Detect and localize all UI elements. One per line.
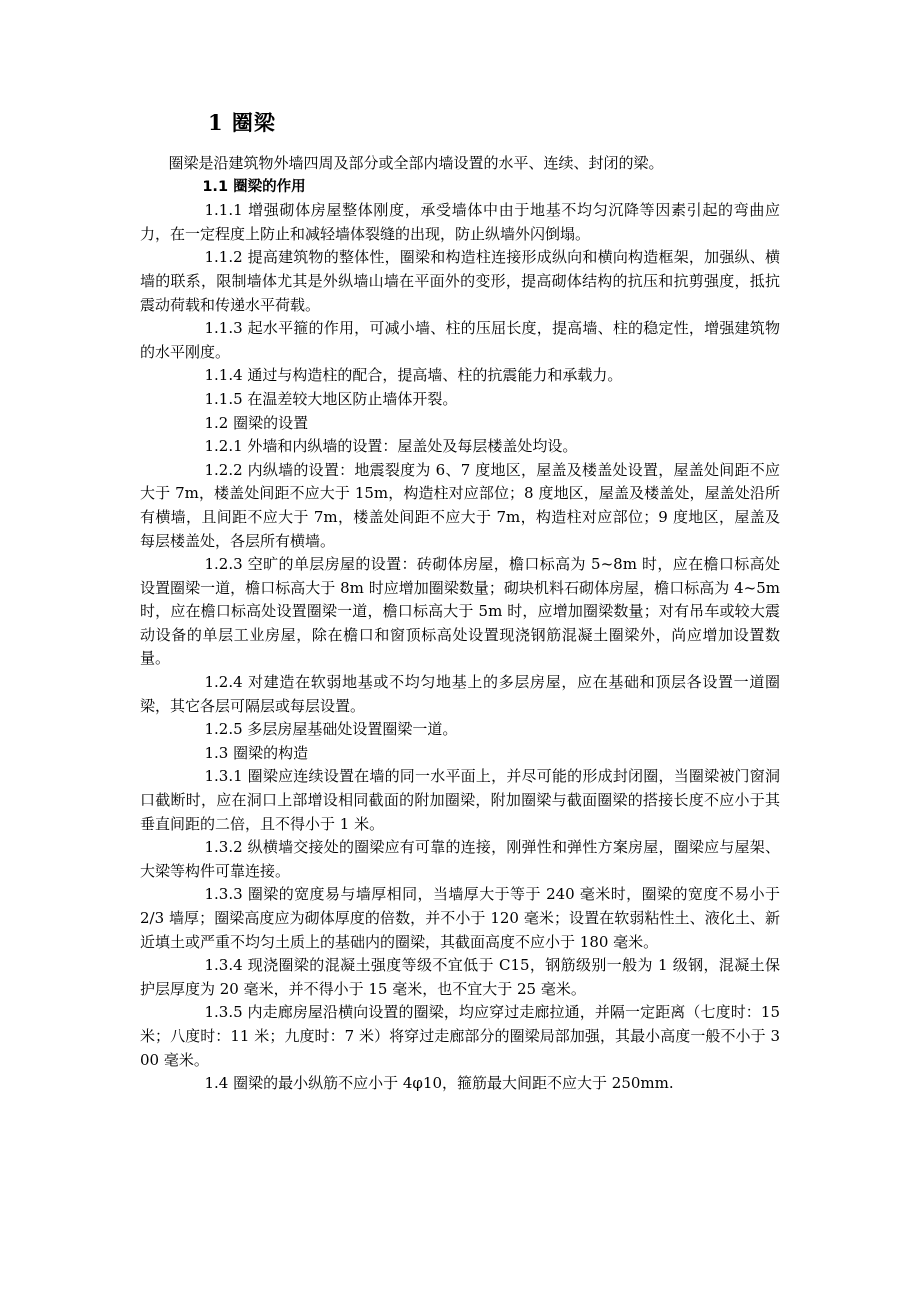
page-title: 1 圈梁 — [208, 110, 276, 135]
paragraph: 1.3.4 现浇圈梁的混凝土强度等级不宜低于 C15，钢筋级别一般为 1 级钢，混凝土保护层厚度为 20 毫米，并不得小于 15 毫米，也不宜大于 25 毫米。 — [140, 956, 780, 998]
paragraph: 1.1.3 起水平箍的作用，可减小墙、柱的压屈长度，提高墙、柱的稳定性，增强建筑物的水平刚度。 — [140, 319, 780, 361]
paragraph: 1.3.3 圈梁的宽度易与墙厚相同，当墙厚大于等于 240 毫米时，圈梁的宽度不易小于 2/3 墙厚；圈梁高度应为砌体厚度的倍数，并不小于 120 毫米；设置在软弱粘性土、液化土、新近填土或严重不均匀土质上的基础内的圈梁，其截面高度不应小于 180 毫米。 — [140, 885, 780, 951]
section-heading: 1.2 圈梁的设置 — [204, 413, 309, 432]
paragraph: 1.2.5 多层房屋基础处设置圈梁一道。 — [204, 720, 458, 739]
paragraph: 1.3.1 圈梁应连续设置在墙的同一水平面上，并尽可能的形成封闭圈，当圈梁被门窗洞口截断时，应在洞口上部增设相同截面的附加圈梁，附加圈梁与截面圈梁的搭接长度不应小于其垂直间距的二倍，且不得小于 1 米。 — [140, 767, 780, 833]
paragraph: 1.1.1 增强砌体房屋整体刚度，承受墙体中由于地基不均匀沉降等因素引起的弯曲应力，在一定程度上防止和减轻墙体裂缝的出现，防止纵墙外闪倒塌。 — [140, 201, 780, 243]
document-page — [140, 108, 780, 1096]
paragraph: 1.1.5 在温差较大地区防止墙体开裂。 — [204, 389, 458, 408]
paragraph: 1.3.2 纵横墙交接处的圈梁应有可靠的连接，刚弹性和弹性方案房屋，圈梁应与屋架、大梁等构件可靠连接。 — [140, 838, 780, 880]
paragraph: 1.1.2 提高建筑物的整体性，圈梁和构造柱连接形成纵向和横向构造框架，加强纵、横墙的联系，限制墙体尤其是外纵墙山墙在平面外的变形，提高砌体结构的抗压和抗剪强度，抵抗震动荷载和传递水平荷载。 — [140, 248, 780, 314]
paragraph: 1.2.4 对建造在软弱地基或不均匀地基上的多层房屋，应在基础和顶层各设置一道圈梁，其它各层可隔层或每层设置。 — [140, 673, 780, 715]
paragraph: 圈梁是沿建筑物外墙四周及部分或全部内墙设置的水平、连续、封闭的梁。 — [168, 154, 664, 172]
section-heading: 1.4 圈梁的最小纵筋不应小于 4φ10，箍筋最大间距不应大于 250mm. — [204, 1074, 674, 1093]
paragraph: 1.3.5 内走廊房屋沿横向设置的圈梁，均应穿过走廊拉通，并隔一定距离（七度时：15 米；八度时：11 米；九度时：7 米）将穿过走廊部分的圈梁局部加强，其最小高度一般不小于 300 毫米。 — [140, 1003, 780, 1069]
paragraph: 1.2.3 空旷的单层房屋的设置：砖砌体房屋，檐口标高为 5~8m 时，应在檐口标高处设置圈梁一道，檐口标高大于 8m 时应增加圈梁数量；砌块机料石砌体房屋，檐口标高为 4~5m 时，应在檐口标高处设置圈梁一道，檐口标高大于 5m 时，应增加圈梁数量；对有吊车或较大震动设备的单层工业房屋，除在檐口和窗顶标高处设置现浇钢筋混凝土圈梁外，尚应增加设置数量。 — [140, 555, 780, 668]
paragraph: 1.1.4 通过与构造柱的配合，提高墙、柱的抗震能力和承载力。 — [204, 366, 623, 385]
paragraph: 1.2.2 内纵墙的设置：地震裂度为 6、7 度地区，屋盖及楼盖处设置，屋盖处间距不应大于 7m，楼盖处间距不应大于 15m，构造柱对应部位；8 度地区，屋盖及楼盖处，屋盖处沿所有横墙，且间距不应大于 7m，楼盖处间距不应大于 7m，构造柱对应部位；9 度地区，屋盖及每层楼盖处，各层所有横墙。 — [140, 460, 780, 550]
section-heading: 1.1 圈梁的作用 — [202, 178, 306, 195]
document-body — [140, 152, 780, 1096]
section-heading: 1.3 圈梁的构造 — [204, 743, 309, 762]
paragraph: 1.2.1 外墙和内纵墙的设置：屋盖处及每层楼盖处均设。 — [204, 437, 578, 456]
